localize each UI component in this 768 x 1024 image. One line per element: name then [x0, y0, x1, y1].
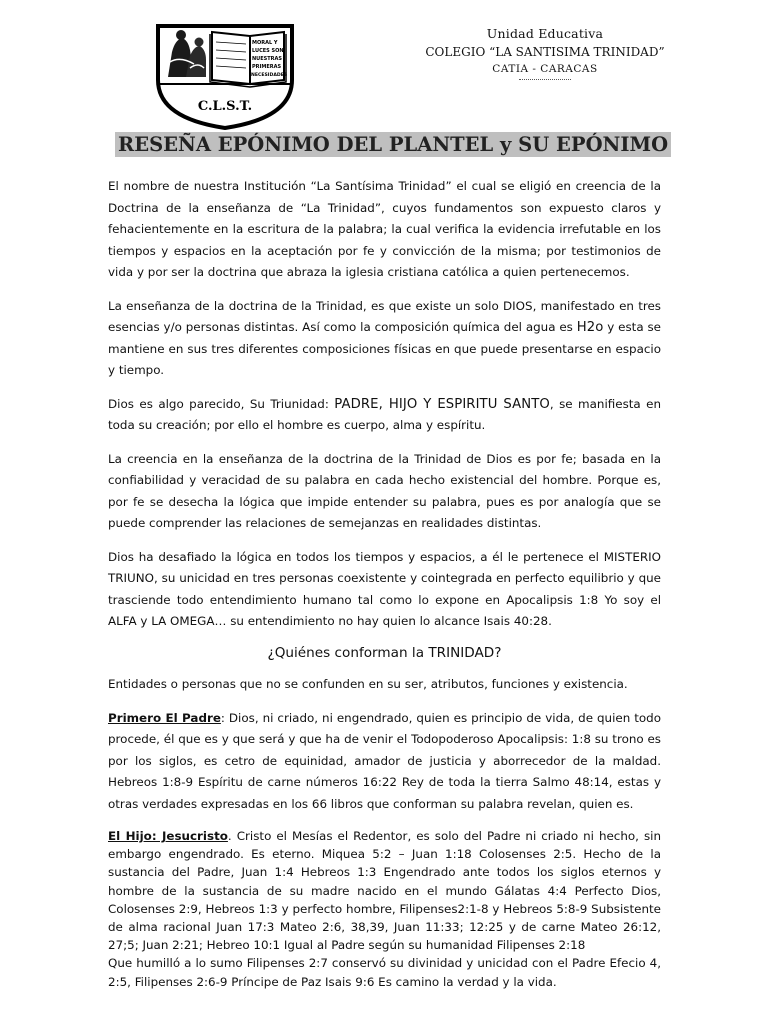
paragraph-entidades: Entidades o personas que no se confunden en su ser, atributos, funciones y existencia. — [108, 677, 628, 691]
paragraph-ensenanza-text-a: La enseñanza de la doctrina de la Trinidad, es que existe un solo DIOS, manifestado en tres esencias y/o personas distintas. Así como la composición química del agua es — [108, 298, 661, 334]
header-line-colegio: COLEGIO “LA SANTISIMA TRINIDAD” — [425, 45, 665, 59]
book-line-4: PRIMERAS — [252, 64, 282, 70]
label-el-hijo: El Hijo: Jesucristo — [108, 829, 228, 843]
header-line-unidad: Unidad Educativa — [486, 26, 604, 41]
book-emblem — [210, 32, 287, 87]
paragraph-padre-text: : Dios, ni criado, ni engendrado, quien es principio de vida, de quien todo procede, él que es y que será y que ha de venir el Todopoderoso Apocalipsis: 1:8 su trono es por los siglos, es cetro de equinidad, amador de justicia y aborrecedor de la maldad. Hebreos 1:8-9 Espíritu de carne números 16:22 Rey de toda la tierra Salmo 48:14, estas y otras verdades expresadas en los 66 libros que conforman su palabra revelan, quien es. — [108, 710, 661, 811]
school-header — [400, 26, 690, 80]
paragraph-triunidad — [108, 394, 661, 437]
paragraph-creencia: La creencia en la enseñanza de la doctrina de la Trinidad de Dios es por fe; basada en la confiabilidad y veracidad de su palabra en cada hecho existencial del hombre. Porque es, por fe se desecha la lógica que impide entender su palabra, pues es por analogía que se puede comprender las relaciones de semejanzas en realidades distintas. — [108, 451, 661, 530]
logo-initials: C.L.S.T. — [197, 99, 253, 114]
paragraph-triunidad-text-a: Dios es algo parecido, Su Triunidad: — [108, 396, 335, 411]
trinity-names-emphasis: PADRE, HIJO Y ESPIRITU SANTO — [334, 396, 550, 412]
paragraph-desafio: Dios ha desafiado la lógica en todos los tiempos y espacios, a él le pertenece el MISTERIO TRIUNO, su unicidad en tres personas coexistente y cointegrada en perfecto equilibrio y que trasciende todo entendimiento humano tal como lo expone en Apocalipsis 1:8 Yo soy el ALFA y LA OMEGA… su entendimiento no hay quien lo alcance Isais 40:28. — [108, 549, 661, 628]
paragraph-nombre: El nombre de nuestra Institución “La Santísima Trinidad” el cual se eligió en creencia de la Doctrina de la enseñanza de “La Trinidad”, cuyos fundamentos son expuesto claros y fehacientemente en la escritura de la palabra; la cual verifica la evidencia irrefutable en los tiempos y espacios en la aceptación por fe y convicción de la misma; por testimonios de vida y por ser la doctrina que abraza la iglesia cristiana católica a quien pertenecemos. — [108, 179, 661, 279]
section-heading-trinidad: ¿Quiénes conforman la TRINIDAD? — [267, 644, 502, 661]
paragraph-ensenanza — [108, 296, 661, 382]
header-line-location: CATIA - CARACAS — [492, 63, 598, 75]
school-crest-logo — [150, 22, 300, 132]
paragraph-hijo-text-2: Que humilló a lo sumo Filipenses 2:7 conservó su divinidad y unicidad con el Padre Efecio 4, 2:5, Filipenses 2:6-9 Príncipe de Paz Isais 9:6 Es camino la verdad y la vida. — [108, 956, 661, 989]
document-title: RESEÑA EPÓNIMO DEL PLANTEL y SU EPÓNIMO — [115, 132, 671, 157]
book-line-1: MORAL Y — [252, 40, 278, 46]
book-line-5: NECESIDADES — [251, 73, 288, 78]
document-body — [108, 176, 661, 1003]
book-line-3: NUESTRAS — [252, 56, 282, 62]
paragraph-triunidad-text-b: , se manifiesta en toda su creación; por ello el hombre es cuerpo, alma y espíritu. — [108, 396, 662, 432]
paragraph-padre — [108, 708, 661, 816]
label-el-padre: Primero El Padre — [108, 710, 221, 725]
figures-emblem — [164, 30, 210, 80]
h2o-emphasis: H2o — [576, 320, 604, 335]
header-divider — [519, 79, 571, 80]
paragraph-hijo — [108, 827, 661, 991]
paragraph-ensenanza-text-b: y esta se mantiene en sus tres diferentes composiciones físicas en que puede presentarse en espacio y tiempo. — [108, 320, 661, 377]
book-line-2: LUCES SON — [252, 48, 284, 54]
paragraph-hijo-text: . Cristo el Mesías el Redentor, es solo del Padre ni criado ni hecho, sin embargo engendrado. Es eterno. Miquea 5:2 – Juan 1:18 Colosenses 2:5. Hecho de la sustancia del Padre, Juan 1:4 Hebreos 1:3 Engendrado ante todos los siglos eternos y hombre de la sustancia de su madre nacido en el mundo Gálatas 4:4 Perfecto Dios, Colosenses 2:9, Hebreos 1:3 y perfecto hombre, Filipenses2:1-8 y Hebreos 5:8-9 Subsistente de alma racional Juan 17:3 Mateo 2:6, 38,39, Juan 11:33; 12:25 y de carne Mateo 26:12, 27;5; Juan 2:21; Hebreo 10:1 Igual al Padre según su humanidad Filipenses 2:18 — [108, 829, 661, 953]
